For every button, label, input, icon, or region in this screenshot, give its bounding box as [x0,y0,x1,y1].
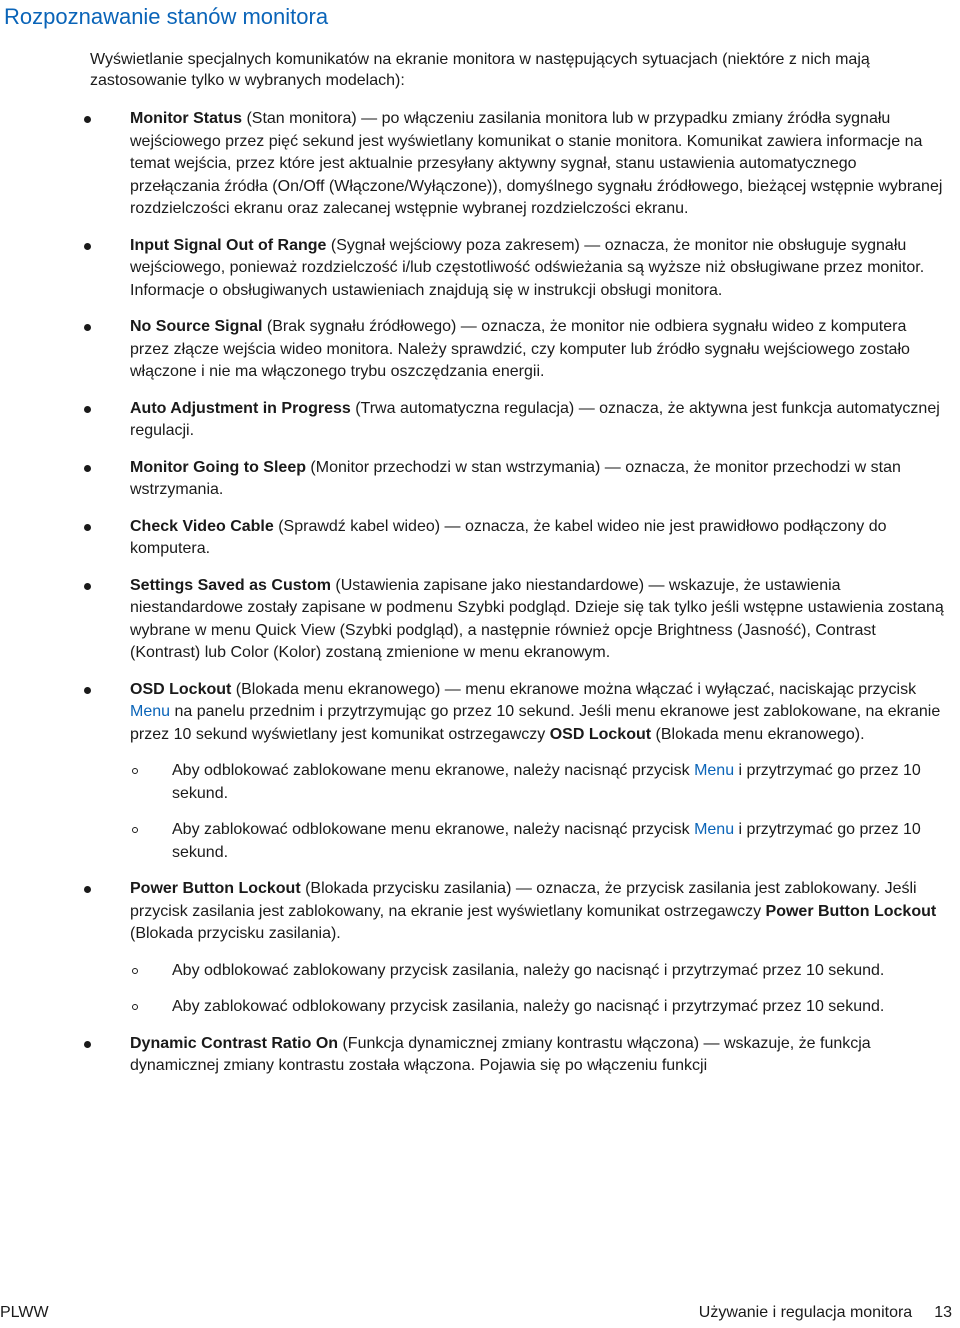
item-term: Dynamic Contrast Ratio On [130,1034,339,1052]
sublist-text: i przytrzymać go przez 10 sekund. [172,762,921,802]
bullet-icon [84,243,91,250]
list-item-osd-lockout [90,679,948,865]
item-description: na panelu przednim i przytrzymując go przez 10 sekund. Jeśli menu ekranowe jest zablokowane, na ekranie przez 10 sekund wyświetlany jest komunikat ostrzegawczy [130,703,941,743]
menu-button-reference: Menu [694,762,735,779]
item-description: (Stan monitora) — po włączeniu zasilania monitora lub w przypadku zmiany źródła sygnału wejściowego przez pięć sekund jest wyświetlany komunikat o stanie monitora. Komunikat zawiera informacje na temat wejścia, przez które jest aktualnie przesyłany aktywny sygnał, stanu ustawienia automatycznego przełączania źródła (On/Off (Włączone/Wyłączone)), domyślnego sygnału źródłowego, bieżącej wstępnie wybranej rozdzielczości ekranu oraz zalecanej wstępnie wybranej rozdzielczości ekranu. [130,110,943,217]
footer-doc-code: PLWW [0,1304,49,1321]
item-term: Auto Adjustment in Progress [130,399,351,417]
sublist-text: Aby odblokować zablokowany przycisk zasilania, należy go nacisnąć i przytrzymać przez 10 sekund. [172,961,885,979]
list-item [90,235,948,303]
sublist-item [130,996,948,1019]
bullet-icon [84,886,91,893]
sublist-text: Aby zablokować odblokowany przycisk zasilania, należy go nacisnąć i przytrzymać przez 10 sekund. [172,998,885,1015]
item-term: Settings Saved as Custom [130,576,331,594]
footer-section [677,1304,952,1322]
item-description: (Sprawdź kabel wideo) — oznacza, że kabel wideo nie jest prawidłowo podłączony do komputera. [130,517,887,557]
list-item [90,575,948,665]
circle-bullet-icon [132,827,138,833]
menu-button-reference: Menu [130,703,171,720]
item-term: Monitor Status [130,110,242,127]
item-term: No Source Signal [130,318,263,335]
sublist-item [130,819,948,864]
list-item [90,108,948,221]
item-term: OSD Lockout [130,680,232,698]
item-description: (Blokada przycisku zasilania). [130,925,341,942]
item-description: (Blokada przycisku zasilania) — oznacza, że przycisk zasilania jest zablokowany. Jeśli przycisk zasilania jest zablokowany, na ekranie jest wyświetlany komunikat ostrzegawczy [130,880,917,920]
bullet-icon [84,465,91,472]
sublist-item [130,760,948,805]
bullet-icon [84,687,91,694]
sublist [130,760,948,864]
circle-bullet-icon [132,768,138,774]
sublist-item [130,960,948,983]
menu-button-reference: Menu [694,821,735,838]
bullet-icon [84,116,91,123]
list-item [90,1033,948,1078]
item-description: (Blokada menu ekranowego). [651,725,865,743]
page-number: 13 [934,1304,952,1321]
intro-paragraph: Wyświetlanie specjalnych komunikatów na ekranie monitora w następujących sytuacjach (niektóre z nich mają zastosowanie tylko w wybranych modelach): [90,51,870,89]
bullet-icon [84,583,91,590]
status-list [90,108,948,1092]
page-title: Rozpoznawanie stanów monitora [4,4,329,29]
bullet-icon [84,406,91,413]
item-term: OSD Lockout [549,725,652,743]
list-item [90,457,948,502]
circle-bullet-icon [132,968,138,974]
sublist-text: Aby zablokować odblokowane menu ekranowe, należy nacisnąć przycisk [172,821,695,838]
list-item-power-lockout [90,878,948,1019]
item-description: (Brak sygnału źródłowego) — oznacza, że monitor nie odbiera sygnału wideo z komputera przez złącze wejścia wideo monitora. Należy sprawdzić, czy komputer lub źródło sygnału wejściowego zostało włączone i nie ma włączonego trybu oszczędzania energii. [130,318,910,380]
list-item [90,316,948,384]
item-term: Check Video Cable [130,517,274,535]
item-description: (Trwa automatyczna regulacja) — oznacza, że aktywna jest funkcja automatycznej regulacji. [130,399,940,439]
item-description: (Sygnał wejściowy poza zakresem) — oznacza, że monitor nie obsługuje sygnału wejściowego, ponieważ rozdzielczość i/lub częstotliwość odświeżania są wyższe niż obsługiwane przez monitor. Informacje o obsługiwanych ustawieniach znajdują się w instrukcji obsługi monitora. [130,236,925,299]
list-item [90,516,948,561]
item-term: Power Button Lockout [765,902,937,920]
item-term: Power Button Lockout [130,880,301,897]
bullet-icon [84,324,91,331]
item-term: Input Signal Out of Range [130,236,327,254]
sublist-text: Aby odblokować zablokowane menu ekranowe, należy nacisnąć przycisk [172,762,695,779]
bullet-icon [84,524,91,531]
circle-bullet-icon [132,1004,138,1010]
list-item [90,398,948,443]
item-description: (Blokada menu ekranowego) — menu ekranowe można włączać i wyłączać, naciskając przycisk [231,680,917,698]
item-description: (Ustawienia zapisane jako niestandardowe) — wskazuje, że ustawienia niestandardowe zostały zapisane w podmenu Szybki podgląd. Dzieje się tak tylko jeśli wstępne ustawienia zostaną wybrane w menu Quick View (Szybki podgląd), a następnie również opcje Brightness (Jasność), Contrast (Kontrast) lub Color (Kolor) zostaną zmienione w menu ekranowym. [130,576,944,661]
item-description: (Funkcja dynamicznej zmiany kontrastu włączona) — wskazuje, że funkcja dynamicznej zmiany kontrastu została włączona. Pojawia się po włączeniu funkcji [130,1034,871,1074]
bullet-icon [84,1041,91,1048]
item-description: (Monitor przechodzi w stan wstrzymania) — oznacza, że monitor przechodzi w stan wstrzymania. [130,458,901,498]
item-term: Monitor Going to Sleep [130,458,306,476]
sublist [130,960,948,1019]
sublist-text: i przytrzymać go przez 10 sekund. [172,821,921,861]
footer-section-title: Używanie i regulacja monitora [698,1304,913,1321]
